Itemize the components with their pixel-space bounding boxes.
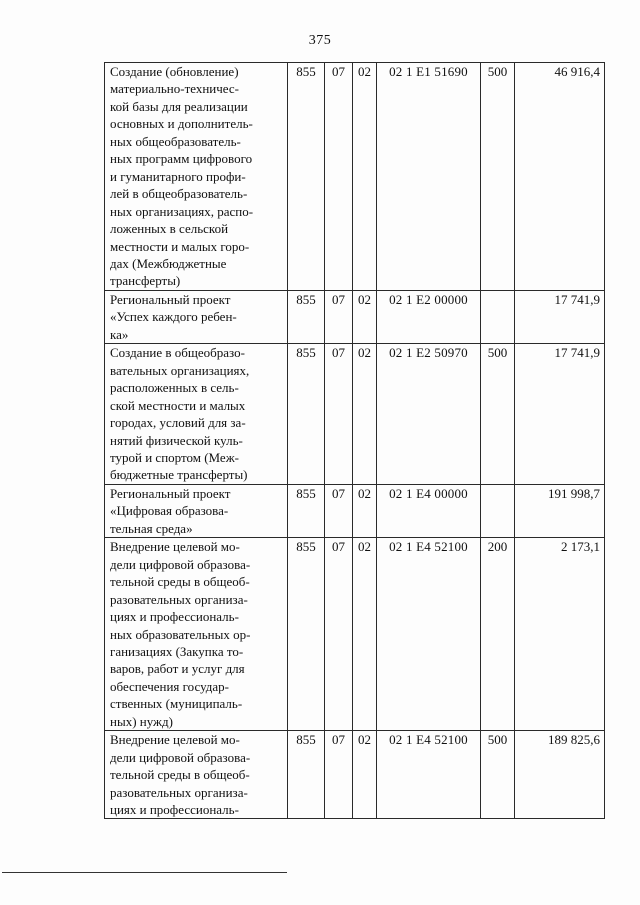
item-name-line: «Успех каждого ребен-: [110, 309, 237, 325]
item-name-line: обеспечения государ-: [110, 678, 229, 694]
target-article-cell: 02 1 E2 50970: [377, 344, 481, 485]
section-code-cell: 07: [325, 538, 353, 731]
item-name-line: тельной среды в общеоб-: [110, 574, 250, 590]
item-name-line: «Цифровая образова-: [110, 503, 229, 519]
item-name-line: ных организациях, распо-: [110, 203, 254, 219]
item-name-line: лей в общеобразователь-: [110, 186, 248, 202]
item-name-line: Создание в общеобразо-: [110, 345, 245, 361]
item-name-cell: [105, 484, 288, 537]
item-name-cell: [105, 63, 288, 291]
expense-type-cell: [481, 290, 515, 343]
item-name-line: кой базы для реализации: [110, 98, 248, 114]
item-name-line: основных и дополнитель-: [110, 116, 253, 132]
item-name-line: разовательных организа-: [110, 784, 248, 800]
subsection-code-cell: 02: [353, 538, 377, 731]
item-name-line: дах (Межбюджетные: [110, 255, 227, 271]
target-article-cell: 02 1 E2 00000: [377, 290, 481, 343]
table-row: [105, 63, 605, 291]
item-name-line: вательных организациях,: [110, 362, 250, 378]
item-name-line: ных) нужд): [110, 713, 173, 729]
subsection-code-cell: 02: [353, 63, 377, 291]
amount-cell: 46 916,4: [515, 63, 605, 291]
expense-type-cell: 500: [481, 344, 515, 485]
item-name-line: ганизациях (Закупка то-: [110, 643, 244, 659]
item-name-line: местности и малых горо-: [110, 238, 250, 254]
ministry-code-cell: 855: [288, 344, 325, 485]
item-name-line: турой и спортом (Меж-: [110, 449, 240, 465]
section-code-cell: 07: [325, 290, 353, 343]
item-name-line: Внедрение целевой мо-: [110, 539, 240, 555]
item-name-line: дели цифровой образова-: [110, 749, 251, 765]
item-name-line: ных программ цифрового: [110, 151, 253, 167]
item-name-cell: [105, 538, 288, 731]
item-name-line: дели цифровой образова-: [110, 556, 251, 572]
section-code-cell: 07: [325, 344, 353, 485]
budget-table: [104, 62, 605, 819]
section-code-cell: 07: [325, 484, 353, 537]
table-body: [105, 63, 605, 819]
subsection-code-cell: 02: [353, 484, 377, 537]
item-name-line: материально-техничес-: [110, 81, 239, 97]
item-name-line: бюджетные трансферты): [110, 467, 248, 483]
table-row: [105, 290, 605, 343]
amount-cell: 2 173,1: [515, 538, 605, 731]
expense-type-cell: 500: [481, 63, 515, 291]
table-row: [105, 484, 605, 537]
item-name-line: Региональный проект: [110, 291, 231, 307]
amount-cell: 17 741,9: [515, 290, 605, 343]
item-name-line: тельной среды в общеоб-: [110, 767, 250, 783]
page-number: 375: [308, 33, 332, 48]
section-code-cell: 07: [325, 63, 353, 291]
amount-cell: 189 825,6: [515, 731, 605, 819]
ministry-code-cell: 855: [288, 731, 325, 819]
item-name-line: Создание (обновление): [110, 64, 239, 79]
footer-divider: [2, 872, 287, 873]
item-name-line: расположенных в сель-: [110, 380, 239, 396]
item-name-line: нятий физической куль-: [110, 432, 243, 448]
item-name-line: разовательных организа-: [110, 591, 248, 607]
expense-type-cell: 500: [481, 731, 515, 819]
item-name-line: ных образовательных ор-: [110, 626, 251, 642]
target-article-cell: 02 1 E4 00000: [377, 484, 481, 537]
item-name-cell: [105, 731, 288, 819]
item-name-line: циях и профессиональ-: [110, 609, 239, 625]
item-name-line: Региональный проект: [110, 485, 231, 501]
table-row: [105, 538, 605, 731]
item-name-line: ных общеобразователь-: [110, 133, 241, 149]
ministry-code-cell: 855: [288, 63, 325, 291]
item-name-line: варов, работ и услуг для: [110, 661, 245, 677]
ministry-code-cell: 855: [288, 538, 325, 731]
item-name-line: трансферты): [110, 273, 181, 289]
expense-type-cell: [481, 484, 515, 537]
subsection-code-cell: 02: [353, 731, 377, 819]
table-row: [105, 731, 605, 819]
ministry-code-cell: 855: [288, 484, 325, 537]
amount-cell: 17 741,9: [515, 344, 605, 485]
target-article-cell: 02 1 E4 52100: [377, 731, 481, 819]
item-name-line: ложенных в сельской: [110, 221, 229, 237]
subsection-code-cell: 02: [353, 344, 377, 485]
item-name-line: ственных (муниципаль-: [110, 696, 243, 712]
item-name-line: тельная среда»: [110, 520, 193, 536]
subsection-code-cell: 02: [353, 290, 377, 343]
item-name-line: Внедрение целевой мо-: [110, 732, 240, 748]
target-article-cell: 02 1 E1 51690: [377, 63, 481, 291]
section-code-cell: 07: [325, 731, 353, 819]
table-row: [105, 344, 605, 485]
item-name-line: ской местности и малых: [110, 397, 246, 413]
ministry-code-cell: 855: [288, 290, 325, 343]
item-name-line: городах, условий для за-: [110, 415, 246, 431]
target-article-cell: 02 1 E4 52100: [377, 538, 481, 731]
expense-type-cell: 200: [481, 538, 515, 731]
item-name-cell: [105, 290, 288, 343]
item-name-cell: [105, 344, 288, 485]
item-name-line: и гуманитарного профи-: [110, 168, 246, 184]
item-name-line: циях и профессиональ-: [110, 802, 239, 818]
amount-cell: 191 998,7: [515, 484, 605, 537]
item-name-line: ка»: [110, 326, 129, 342]
